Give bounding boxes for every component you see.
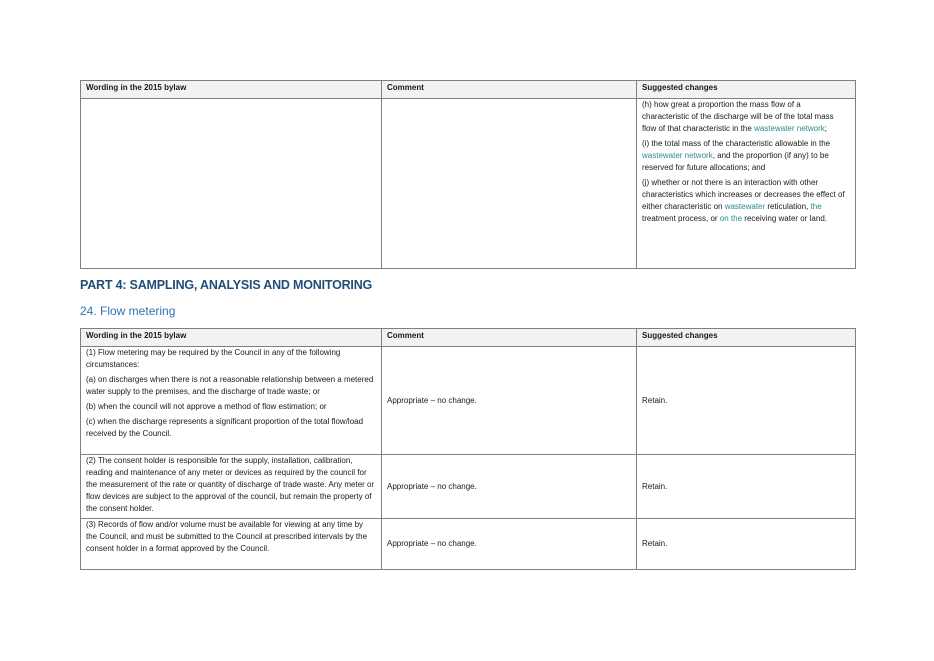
changes-cell [637, 99, 856, 269]
comment-cell: Appropriate – no change. [382, 455, 637, 519]
wastewater-network-link[interactable]: wastewater network [754, 124, 825, 133]
part-heading: PART 4: SAMPLING, ANALYSIS AND MONITORING [80, 278, 373, 292]
on-the-insertion: on the [719, 214, 743, 223]
clause-h: (h) how great a proportion the mass flow of a characteristic of the discharge will be of the total mass flow of that characteristic in the wastewater network; [642, 100, 834, 133]
the-insertion: the [810, 202, 822, 211]
clause-i: (i) the total mass of the characteristic allowable in the wastewater network, and the proportion (if any) to be reserved for future allocations; and [642, 139, 831, 172]
table-header-row [81, 329, 856, 347]
wastewater-insertion: wastewater [724, 202, 766, 211]
header-wording: Wording in the 2015 bylaw [81, 81, 382, 99]
wording-cell [81, 347, 382, 455]
header-wording: Wording in the 2015 bylaw [81, 329, 382, 347]
continuation-table [80, 80, 856, 269]
clause-1a: (a) on discharges when there is not a reasonable relationship between a metered water supply to the premises, and the discharge of trade waste; or [86, 375, 374, 396]
clause-1: (1) Flow metering may be required by the Council in any of the following circumstances: [86, 348, 341, 369]
header-comment: Comment [382, 329, 637, 347]
comment-cell [382, 99, 637, 269]
changes-cell: Retain. [637, 519, 856, 570]
header-changes: Suggested changes [637, 81, 856, 99]
clause-1c: (c) when the discharge represents a significant proportion of the total flow/load received by the Council. [86, 417, 364, 438]
table-header-row [81, 81, 856, 99]
wastewater-network-link[interactable]: wastewater network [642, 151, 713, 160]
wording-cell [81, 455, 382, 519]
header-changes: Suggested changes [637, 329, 856, 347]
wording-cell [81, 519, 382, 570]
comment-cell: Appropriate – no change. [382, 347, 637, 455]
clause-j: (j) whether or not there is an interaction with other characteristics which increases or decreases the effect of either characteristic on wastewater reticulation, the treatment process, or on the receiving water or land. [642, 178, 845, 223]
table-row [81, 99, 856, 269]
section-heading: 24. Flow metering [80, 304, 176, 318]
table-row [81, 519, 856, 570]
comment-cell: Appropriate – no change. [382, 519, 637, 570]
clause-3: (3) Records of flow and/or volume must be available for viewing at any time by the Council, and must be submitted to the Council at prescribed intervals by the consent holder in a format approved by the Council. [86, 520, 368, 553]
header-comment: Comment [382, 81, 637, 99]
wording-cell [81, 99, 382, 269]
table-row [81, 455, 856, 519]
clause-1b: (b) when the council will not approve a method of flow estimation; or [86, 402, 327, 411]
flow-metering-table [80, 328, 856, 570]
clause-2: (2) The consent holder is responsible for the supply, installation, calibration, reading and maintenance of any meter or devices as required by the council for the measurement of the rate or quantity of discharge of trade waste. Any meter or flow devices are subject to the approval of the council, but remain the property of the consent holder. [86, 456, 375, 513]
changes-cell: Retain. [637, 455, 856, 519]
table-row [81, 347, 856, 455]
changes-cell: Retain. [637, 347, 856, 455]
